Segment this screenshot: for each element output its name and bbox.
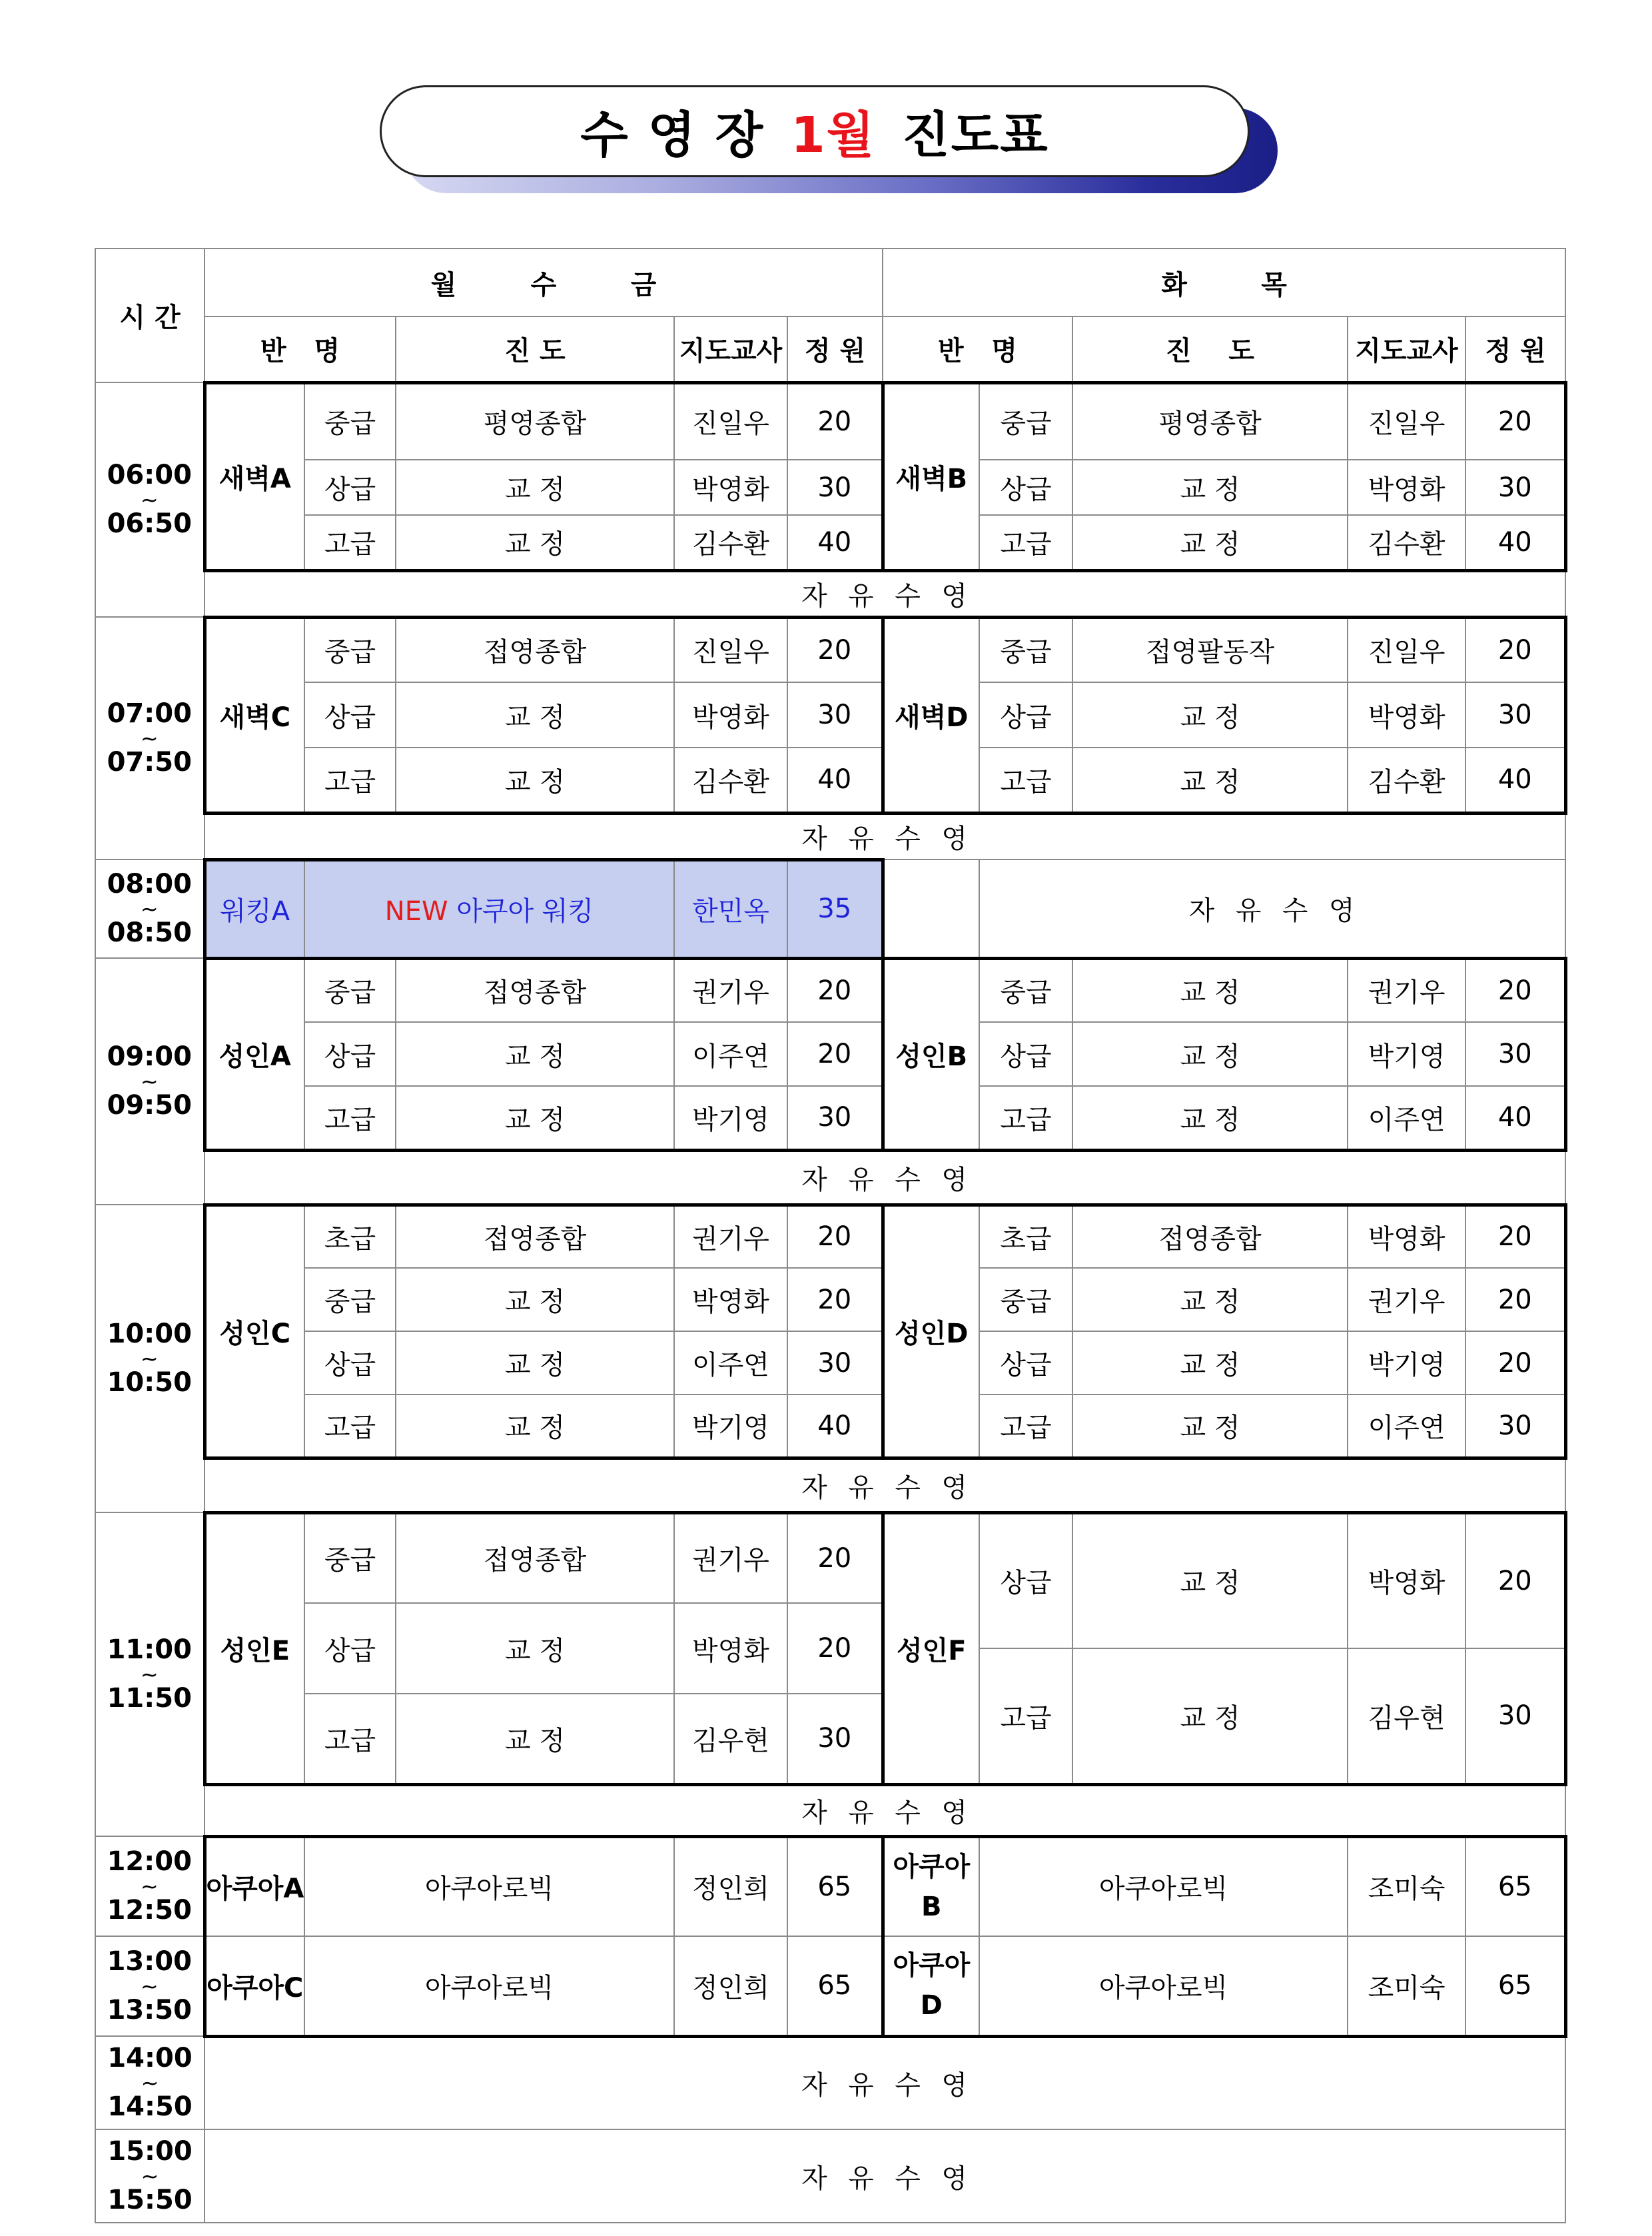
teacher-cell: 박기영 [674,1395,787,1458]
teacher-cell: 박영화 [674,682,787,748]
capacity-cell: 20 [787,1512,883,1603]
level-cell: 상급 [304,1022,396,1086]
time-slot-1000: 10:00 ~ 10:50 [95,1205,205,1512]
free-swim-label: 자 유 수 영 [205,1458,1565,1512]
header-col-progress: 진 도 [396,316,674,382]
level-cell: 상급 [979,682,1072,748]
table-row [95,1331,1565,1395]
free-swim-row [95,2129,1565,2223]
teacher-cell: 권기우 [674,1205,787,1268]
table-row [95,460,1565,515]
table-row [95,682,1565,748]
capacity-cell: 20 [1465,617,1565,682]
time-slot-0700: 07:00 ~ 07:50 [95,617,205,859]
progress-cell: 교 정 [1072,1268,1348,1331]
free-swim-label: 자 유 수 영 [205,1784,1565,1836]
header-day-group-mwf: 월 수 금 [205,249,883,316]
capacity-cell: 40 [1465,515,1565,570]
teacher-cell: 김수환 [1348,748,1465,813]
capacity-cell: 40 [1465,1086,1565,1150]
capacity-cell: 40 [787,748,883,813]
capacity-cell: 40 [787,1395,883,1458]
level-cell: 고급 [979,1648,1072,1784]
capacity-cell: 20 [1465,1331,1565,1395]
progress-cell: 교 정 [396,1395,674,1458]
title-prefix: 수 영 장 [580,107,765,164]
capacity-cell: 20 [1465,958,1565,1022]
table-row [95,1205,1565,1268]
class-name: 새벽B [883,382,979,570]
progress-cell: 접영종합 [396,1512,674,1603]
capacity-cell: 30 [787,1086,883,1150]
free-swim-row [95,2036,1565,2129]
level-cell: 고급 [304,1694,396,1784]
time-slot-1400: 14:00 ~ 14:50 [95,2036,205,2129]
progress-cell: 교 정 [396,682,674,748]
capacity-cell: 40 [1465,748,1565,813]
teacher-cell: 정인희 [674,1936,787,2036]
table-row [95,1836,1565,1936]
progress-name: 아쿠아 워킹 [456,895,594,927]
teacher-cell: 박기영 [1348,1022,1465,1086]
table-row [95,382,1565,460]
teacher-cell: 김수환 [674,515,787,570]
teacher-cell: 박영화 [674,460,787,515]
header-col-class: 반 명 [205,316,396,382]
progress-cell: 교 정 [396,748,674,813]
level-cell: 고급 [979,1395,1072,1458]
header-col-teacher: 지도교사 [674,316,787,382]
teacher-cell: 김우현 [674,1694,787,1784]
teacher-cell: 권기우 [1348,1268,1465,1331]
capacity-cell: 20 [787,1205,883,1268]
free-swim-label: 자 유 수 영 [205,2129,1565,2223]
teacher-cell: 박영화 [1348,1205,1465,1268]
class-name: 새벽C [205,617,304,813]
free-swim-label: 자 유 수 영 [979,859,1565,958]
class-name: 새벽D [883,617,979,813]
teacher-cell: 박영화 [1348,460,1465,515]
time-slot-1300: 13:00 ~ 13:50 [95,1936,205,2036]
class-name: 성인B [883,958,979,1150]
teacher-cell: 진일우 [1348,382,1465,460]
level-cell: 상급 [304,1331,396,1395]
teacher-cell: 김우현 [1348,1648,1465,1784]
class-name: 아쿠아 B [883,1836,979,1936]
class-name: 성인F [883,1512,979,1784]
header-col-progress: 진 도 [1072,316,1348,382]
level-cell: 상급 [304,460,396,515]
progress-cell: 교 정 [1072,1086,1348,1150]
free-swim-label: 자 유 수 영 [205,2036,1565,2129]
header-col-capacity: 정 원 [1465,316,1565,382]
progress-cell: 접영종합 [1072,1205,1348,1268]
capacity-cell: 30 [1465,1648,1565,1784]
progress-cell: 접영종합 [396,617,674,682]
progress-cell: 아쿠아로빅 [979,1936,1348,2036]
time-slot-1100: 11:00 ~ 11:50 [95,1512,205,1836]
class-name: 아쿠아A [205,1836,304,1936]
page-title [580,96,1048,167]
time-slot-1500: 15:00 ~ 15:50 [95,2129,205,2223]
progress-cell: 교 정 [396,1086,674,1150]
capacity-cell: 65 [787,1836,883,1936]
time-slot-0900: 09:00 ~ 09:50 [95,958,205,1205]
progress-cell: 교 정 [396,460,674,515]
capacity-cell: 30 [787,1694,883,1784]
level-cell: 고급 [304,515,396,570]
time-slot-0600: 06:00 ~ 06:50 [95,382,205,617]
table-row [95,1268,1565,1331]
progress-cell: 접영종합 [396,958,674,1022]
level-cell: 고급 [979,1086,1072,1150]
capacity-cell: 30 [787,1331,883,1395]
schedule-table [95,248,1567,2223]
level-cell: 상급 [979,1331,1072,1395]
class-name: 아쿠아C [205,1936,304,2036]
progress-cell: 교 정 [396,1603,674,1694]
table-row [95,859,1565,958]
capacity-cell: 30 [1465,1395,1565,1458]
teacher-cell: 박영화 [674,1603,787,1694]
free-swim-row [95,570,1565,617]
progress-cell: 아쿠아로빅 [304,1836,674,1936]
capacity-cell: 65 [1465,1936,1565,2036]
teacher-cell: 이주연 [674,1331,787,1395]
progress-cell: 평영종합 [1072,382,1348,460]
level-cell: 중급 [979,382,1072,460]
header-col-capacity: 정 원 [787,316,883,382]
capacity-cell: 20 [787,1268,883,1331]
level-cell: 상급 [304,1603,396,1694]
table-row [95,1086,1565,1150]
header-time: 시 간 [95,249,205,382]
level-cell: 중급 [304,1268,396,1331]
capacity-cell: 20 [1465,1268,1565,1331]
teacher-cell: 조미숙 [1348,1836,1465,1936]
new-badge: NEW [384,895,448,927]
teacher-cell: 이주연 [1348,1395,1465,1458]
level-cell: 고급 [304,1395,396,1458]
capacity-cell: 65 [787,1936,883,2036]
level-cell: 고급 [979,748,1072,813]
free-swim-label: 자 유 수 영 [205,813,1565,859]
capacity-cell: 20 [1465,382,1565,460]
title-box [380,85,1250,177]
class-name: 워킹A [205,859,304,958]
class-name: 성인A [205,958,304,1150]
free-swim-row [95,813,1565,859]
teacher-cell: 권기우 [1348,958,1465,1022]
free-swim-row [95,1784,1565,1836]
teacher-cell: 박기영 [674,1086,787,1150]
teacher-cell: 정인희 [674,1836,787,1936]
capacity-cell: 30 [1465,460,1565,515]
teacher-cell: 박영화 [674,1268,787,1331]
title-banner [380,85,1279,199]
time-slot-1200: 12:00 ~ 12:50 [95,1836,205,1936]
progress-cell: 교 정 [396,1331,674,1395]
empty-cell [883,859,979,958]
capacity-cell: 20 [787,958,883,1022]
class-name: 아쿠아 D [883,1936,979,2036]
progress-cell: 평영종합 [396,382,674,460]
level-cell: 상급 [979,1022,1072,1086]
level-cell: 상급 [979,1512,1072,1648]
progress-cell: 교 정 [396,1022,674,1086]
capacity-cell: 30 [1465,1022,1565,1086]
capacity-cell: 35 [787,859,883,958]
progress-cell: 교 정 [1072,748,1348,813]
level-cell: 중급 [304,958,396,1022]
table-row [95,1936,1565,2036]
title-month: 1월 [791,107,876,164]
teacher-cell: 박기영 [1348,1331,1465,1395]
level-cell: 상급 [304,682,396,748]
teacher-cell: 이주연 [674,1022,787,1086]
free-swim-label: 자 유 수 영 [205,570,1565,617]
capacity-cell: 30 [787,460,883,515]
class-name: 성인C [205,1205,304,1458]
free-swim-row [95,1150,1565,1205]
level-cell: 중급 [979,1268,1072,1331]
teacher-cell: 한민옥 [674,859,787,958]
title-suffix: 진도표 [902,107,1049,164]
teacher-cell: 조미숙 [1348,1936,1465,2036]
teacher-cell: 김수환 [674,748,787,813]
teacher-cell: 진일우 [674,617,787,682]
class-name: 새벽A [205,382,304,570]
level-cell: 중급 [979,617,1072,682]
level-cell: 중급 [304,1512,396,1603]
progress-cell: 교 정 [396,1694,674,1784]
level-cell: 중급 [304,617,396,682]
free-swim-row [95,1458,1565,1512]
capacity-cell: 65 [1465,1836,1565,1936]
progress-cell: 교 정 [1072,1648,1348,1784]
capacity-cell: 30 [787,682,883,748]
header-row-columns [95,316,1565,382]
capacity-cell: 20 [1465,1512,1565,1648]
teacher-cell: 박영화 [1348,682,1465,748]
progress-cell: 교 정 [1072,1022,1348,1086]
header-day-group-tt: 화 목 [883,249,1565,316]
class-name: 성인E [205,1512,304,1784]
teacher-cell: 진일우 [1348,617,1465,682]
progress-cell: 접영팔동작 [1072,617,1348,682]
capacity-cell: 20 [1465,1205,1565,1268]
progress-cell: 아쿠아로빅 [979,1836,1348,1936]
header-row-days [95,249,1565,316]
progress-cell: 교 정 [1072,1395,1348,1458]
capacity-cell: 20 [787,1022,883,1086]
level-cell: 고급 [979,515,1072,570]
progress-cell: 교 정 [1072,515,1348,570]
progress-cell: 교 정 [396,515,674,570]
level-cell: 중급 [304,382,396,460]
teacher-cell: 권기우 [674,1512,787,1603]
level-cell: 초급 [304,1205,396,1268]
level-cell: 중급 [979,958,1072,1022]
teacher-cell: 김수환 [1348,515,1465,570]
table-row [95,748,1565,813]
progress-cell: 교 정 [1072,460,1348,515]
table-row [95,1395,1565,1458]
teacher-cell: 박영화 [1348,1512,1465,1648]
table-row [95,1512,1565,1558]
level-cell: 초급 [979,1205,1072,1268]
progress-cell: 교 정 [1072,958,1348,1022]
capacity-cell: 20 [787,617,883,682]
progress-cell: 접영종합 [396,1205,674,1268]
table-row [95,617,1565,682]
progress-cell: 교 정 [396,1268,674,1331]
free-swim-label: 자 유 수 영 [205,1150,1565,1205]
header-col-class: 반 명 [883,316,1072,382]
capacity-cell: 40 [787,515,883,570]
capacity-cell: 30 [1465,682,1565,748]
level-cell: 상급 [979,460,1072,515]
table-row [95,958,1565,1022]
time-slot-0800: 08:00 ~ 08:50 [95,859,205,958]
progress-cell [304,859,674,958]
progress-cell: 교 정 [1072,1512,1348,1648]
capacity-cell: 20 [787,382,883,460]
class-name: 성인D [883,1205,979,1458]
table-row [95,515,1565,570]
header-col-teacher: 지도교사 [1348,316,1465,382]
progress-cell: 교 정 [1072,682,1348,748]
progress-cell: 교 정 [1072,1331,1348,1395]
level-cell: 고급 [304,1086,396,1150]
level-cell: 고급 [304,748,396,813]
capacity-cell: 20 [787,1603,883,1694]
table-row [95,1022,1565,1086]
teacher-cell: 이주연 [1348,1086,1465,1150]
teacher-cell: 진일우 [674,382,787,460]
progress-cell: 아쿠아로빅 [304,1936,674,2036]
teacher-cell: 권기우 [674,958,787,1022]
